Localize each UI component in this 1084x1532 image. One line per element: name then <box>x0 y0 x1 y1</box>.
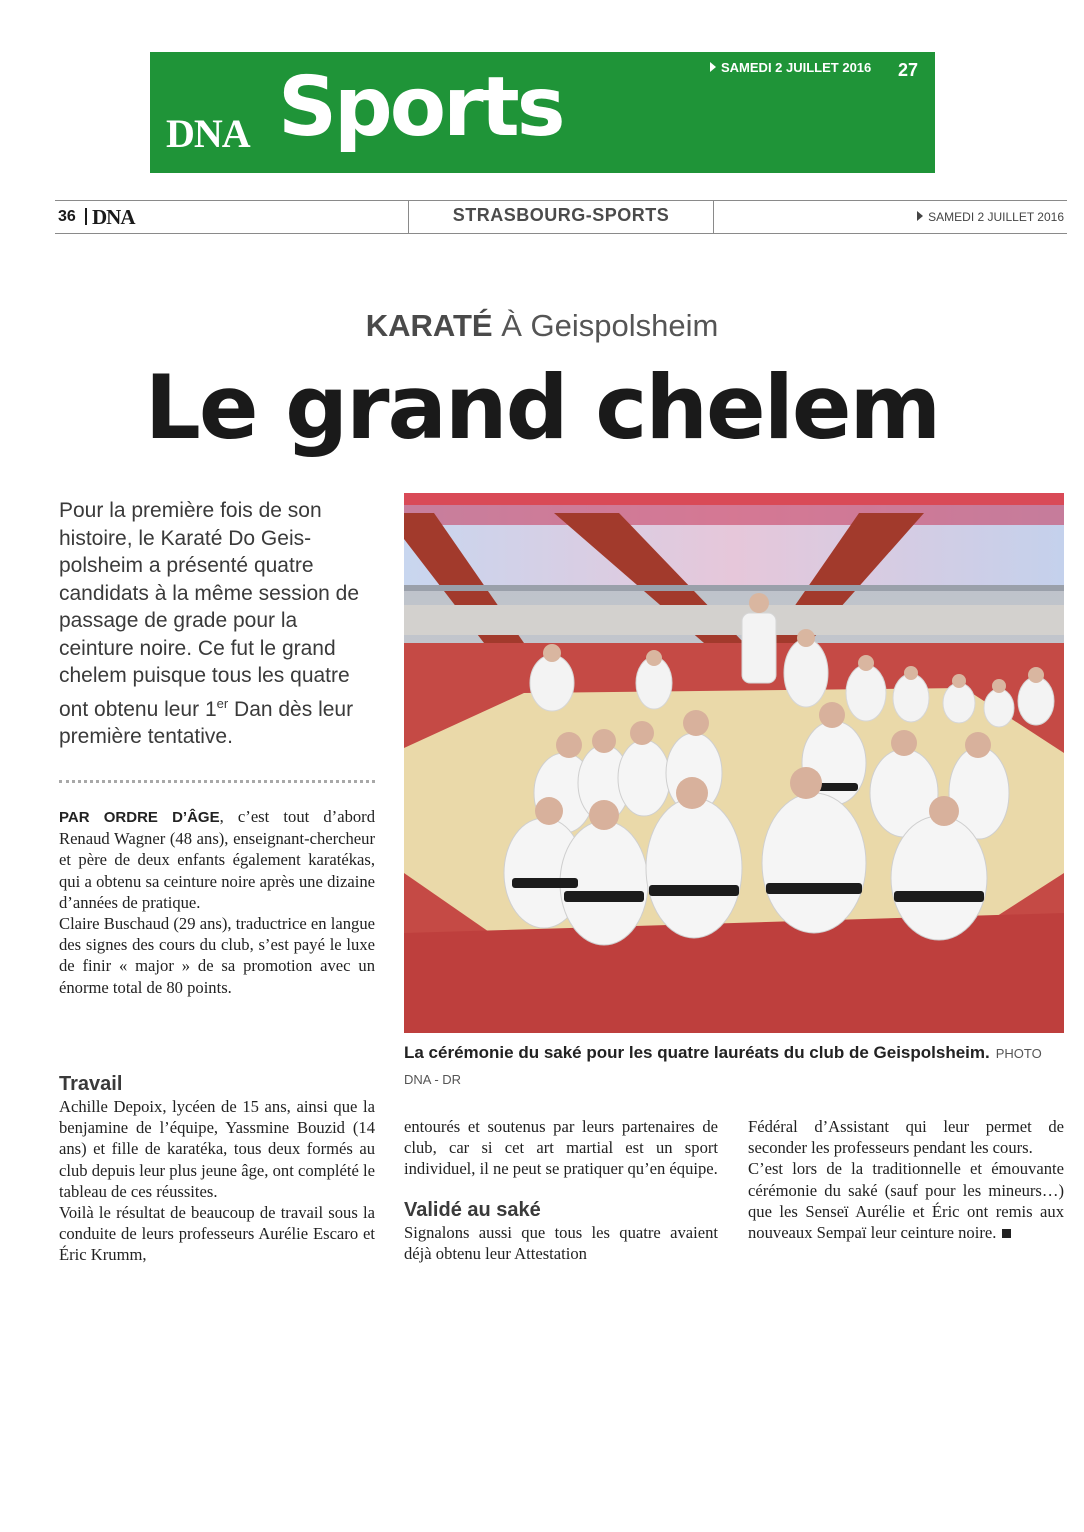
divider <box>85 208 87 225</box>
karate-ceremony-photo <box>404 493 1064 1033</box>
page-number: 36 <box>58 208 76 225</box>
article-kicker <box>0 308 1084 344</box>
arrow-icon <box>710 62 716 72</box>
paragraph: C’est lors de la traditionnelle et émouvante cérémonie du saké (sauf pour les mineurs…) que les Senseï Aurélie et Éric ont remis aux nouveaux Sempaï leur ceinture noire. <box>748 1159 1064 1243</box>
header-date: SAMEDI 2 JUILLET 2016 <box>917 210 1064 224</box>
masthead-brand: DNA <box>166 111 250 156</box>
lead-in: PAR ORDRE D’ÂGE <box>59 809 220 826</box>
header-brand: DNA <box>92 205 135 229</box>
rubric-box <box>408 201 714 233</box>
article-body-column-2 <box>404 1116 718 1264</box>
rubric-title: STRASBOURG-SPORTS <box>452 205 670 225</box>
arrow-icon <box>917 211 923 221</box>
page-header <box>55 200 1067 234</box>
kicker-sport: KARATÉ <box>365 308 493 343</box>
article-body-column-3 <box>748 1116 1064 1243</box>
paragraph: Claire Buschaud (29 ans), traductrice en langue des signes des cours du club, s’est payé le luxe de finir « major » de sa promotion avec un énorme total de 80 points. <box>59 914 375 997</box>
paragraph: Achille Depoix, lycéen de 15 ans, ainsi que la benjamine de l’équipe, Yassmine Bouzid (14 ans) et fille de karatéka, tous deux formés au club depuis leur plus jeune âge, ont complété le tableau de ces réussites. <box>59 1097 375 1201</box>
paragraph: Fédéral d’Assistant qui leur permet de seconder les professeurs pendant les cours. <box>748 1117 1064 1158</box>
paragraph: Signalons aussi que tous les quatre avaient déjà obtenu leur Attestation <box>404 1222 718 1263</box>
article-body-column-1 <box>59 806 375 998</box>
masthead-section: Sports <box>278 60 563 155</box>
masthead-date: SAMEDI 2 JUILLET 2016 <box>710 60 871 75</box>
article-headline: Le grand chelem <box>144 356 940 459</box>
subheading-valide-au-sake: Validé au saké <box>404 1198 541 1221</box>
subheading-travail: Travail <box>59 1073 123 1095</box>
photo-caption: La cérémonie du saké pour les quatre lauréats du club de Geispolsheim. PHOTO DNA - DR <box>404 1043 1042 1087</box>
paragraph: , c’est tout d’abord Renaud Wagner (48 ans), enseignant-chercheur et père de deux enfants également karatékas, qui a obtenu sa ceinture noire après une dizaine d’années de pratique. <box>59 807 375 912</box>
sports-masthead <box>150 52 935 173</box>
paragraph: entourés et soutenus par leurs partenaires de club, car si cet art martial est un sport individuel, il ne peut se pratiquer qu’en équipe. <box>404 1117 718 1179</box>
photo-credit: PHOTO DNA - DR <box>404 1046 1042 1087</box>
kicker-place: À Geispolsheim <box>501 308 719 343</box>
masthead-page-number: 27 <box>898 60 919 80</box>
article-body-column-1-cont <box>59 1072 375 1266</box>
paragraph: Voilà le résultat de beaucoup de travail sous la conduite de leurs professeurs Aurélie Escaro et Éric Krumm, <box>59 1203 375 1265</box>
article-chapeau: Pour la première fois de son histoire, le Karaté Do Geispolsheim a présenté quatre candidats à la même session de passage de grade pour la ceinture noire. Ce fut le grand chelem puisque tous les quatre ont obtenu leur 1er Dan dès leur première tentative. <box>59 499 359 748</box>
end-of-article-mark <box>1002 1229 1011 1238</box>
dotted-divider <box>59 780 375 783</box>
